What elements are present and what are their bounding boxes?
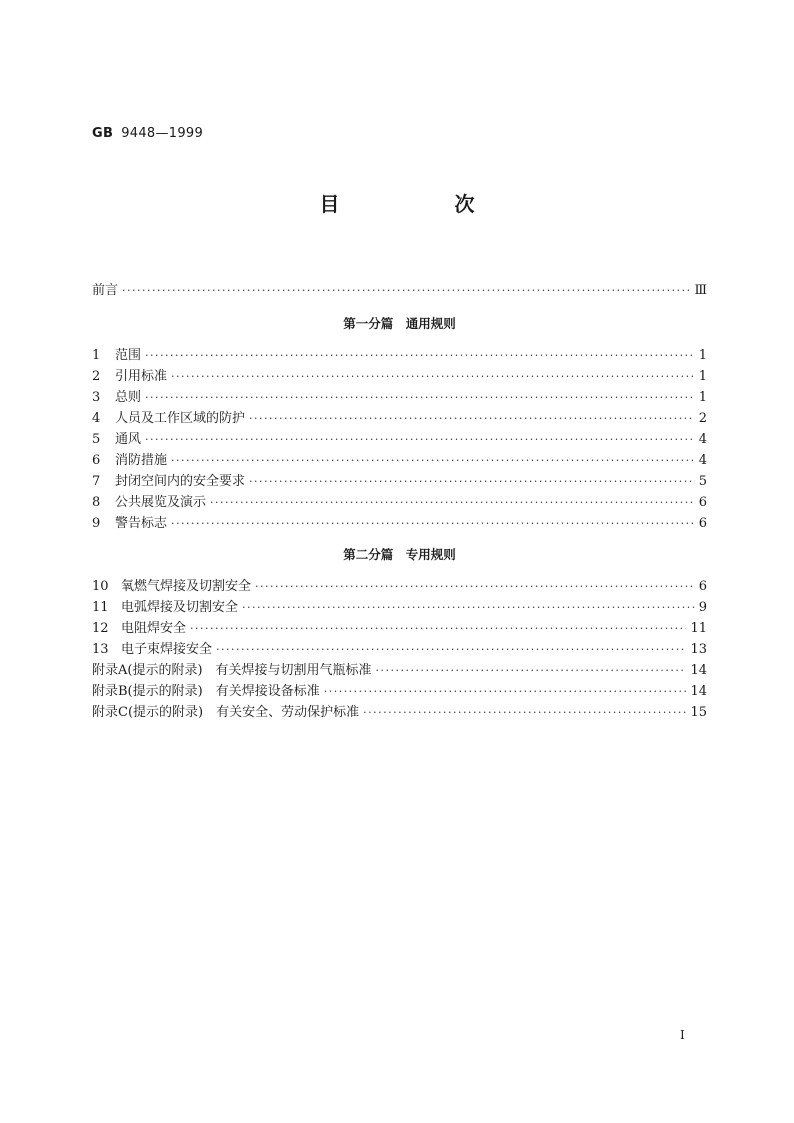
toc-entry-page: 11	[690, 621, 707, 636]
toc-entry-page: 9	[698, 600, 707, 615]
toc-entry-label: 通风	[115, 432, 142, 447]
page-number: I	[680, 1028, 685, 1042]
toc-entry-number: 4	[92, 411, 101, 426]
toc-entry-page: 14	[690, 684, 707, 699]
toc-entry-label: 人员及工作区域的防护	[115, 411, 246, 426]
toc-entry-appendix[interactable]	[92, 660, 707, 681]
table-of-contents	[92, 280, 707, 723]
page-title: 目 次	[319, 192, 529, 216]
toc-entry-number: 9	[92, 516, 101, 531]
standard-prefix: GB	[92, 126, 114, 141]
toc-entry-number: 3	[92, 390, 101, 405]
toc-entry[interactable]	[92, 471, 707, 492]
toc-entry[interactable]	[92, 450, 707, 471]
dot-leader	[145, 345, 695, 366]
dot-leader	[171, 513, 695, 534]
toc-entry-number: 13	[92, 642, 109, 657]
dot-leader	[216, 639, 686, 660]
toc-entry-number: 7	[92, 474, 101, 489]
toc-entry-page: 1	[698, 390, 707, 405]
dot-leader	[249, 408, 695, 429]
dot-leader	[249, 471, 695, 492]
standard-number: 9448—1999	[121, 126, 204, 141]
toc-entry-label: 封闭空间内的安全要求	[115, 474, 246, 489]
part2-heading: 第二分篇 专用规则	[343, 547, 456, 562]
toc-entry[interactable]	[92, 492, 707, 513]
toc-entry-number: 6	[92, 453, 101, 468]
toc-entry-number: 8	[92, 495, 101, 510]
toc-entry[interactable]	[92, 408, 707, 429]
toc-entry-label: 附录C(提示的附录) 有关安全、劳动保护标准	[92, 705, 360, 720]
toc-entry-label: 范围	[115, 348, 142, 363]
toc-entry-appendix[interactable]	[92, 702, 707, 723]
toc-entry-number: 12	[92, 621, 109, 636]
toc-entry-page: 4	[698, 453, 707, 468]
toc-entry[interactable]	[92, 639, 707, 660]
toc-entry[interactable]	[92, 345, 707, 366]
toc-entry-page: 1	[698, 348, 707, 363]
toc-entry[interactable]	[92, 618, 707, 639]
part1-heading: 第一分篇 通用规则	[343, 316, 456, 331]
toc-entry-page: 1	[698, 369, 707, 384]
toc-entry-page: 14	[690, 663, 707, 678]
toc-entry-label: 氧燃气焊接及切割安全	[121, 579, 252, 594]
toc-entry-number: 11	[92, 600, 109, 615]
toc-entry[interactable]	[92, 387, 707, 408]
toc-entry-label: 消防措施	[115, 453, 168, 468]
toc-entry-label: 电弧焊接及切割安全	[121, 600, 239, 615]
toc-entry-label: 附录B(提示的附录) 有关焊接设备标准	[92, 684, 320, 699]
toc-entry-page: 5	[698, 474, 707, 489]
toc-entry-page: 6	[698, 579, 707, 594]
toc-entry-page: 4	[698, 432, 707, 447]
toc-entry-number: 2	[92, 369, 101, 384]
toc-entry-foreword[interactable]	[92, 280, 707, 301]
toc-entry-page: 6	[698, 495, 707, 510]
standard-code	[92, 126, 203, 141]
dot-leader	[171, 450, 695, 471]
dot-leader	[242, 597, 695, 618]
dot-leader	[145, 429, 695, 450]
toc-entry[interactable]	[92, 513, 707, 534]
toc-entry-label: 附录A(提示的附录) 有关焊接与切割用气瓶标准	[92, 663, 372, 678]
toc-entry-page: 13	[690, 642, 707, 657]
dot-leader	[376, 660, 687, 681]
toc-entry-number: 5	[92, 432, 101, 447]
toc-entry-label: 总则	[115, 390, 142, 405]
toc-entry-label: 公共展览及演示	[115, 495, 207, 510]
toc-entry-label: 前言	[92, 283, 119, 298]
toc-entry-number: 10	[92, 579, 109, 594]
dot-leader	[122, 280, 690, 301]
dot-leader	[363, 702, 686, 723]
toc-entry-page: 6	[698, 516, 707, 531]
toc-entry-number: 1	[92, 348, 101, 363]
toc-entry-label: 警告标志	[115, 516, 168, 531]
toc-entry[interactable]	[92, 576, 707, 597]
toc-entry-label: 电子束焊接安全	[121, 642, 213, 657]
dot-leader	[145, 387, 695, 408]
toc-entry[interactable]	[92, 366, 707, 387]
toc-entry-page: 15	[690, 705, 707, 720]
toc-entry-label: 电阻焊安全	[121, 621, 187, 636]
dot-leader	[171, 366, 695, 387]
dot-leader	[255, 576, 695, 597]
dot-leader	[210, 492, 695, 513]
toc-entry-page: 2	[698, 411, 707, 426]
dot-leader	[190, 618, 686, 639]
dot-leader	[324, 681, 687, 702]
toc-entry-label: 引用标准	[115, 369, 168, 384]
toc-entry[interactable]	[92, 597, 707, 618]
toc-entry[interactable]	[92, 429, 707, 450]
toc-entry-appendix[interactable]	[92, 681, 707, 702]
toc-entry-page: Ⅲ	[694, 283, 707, 298]
